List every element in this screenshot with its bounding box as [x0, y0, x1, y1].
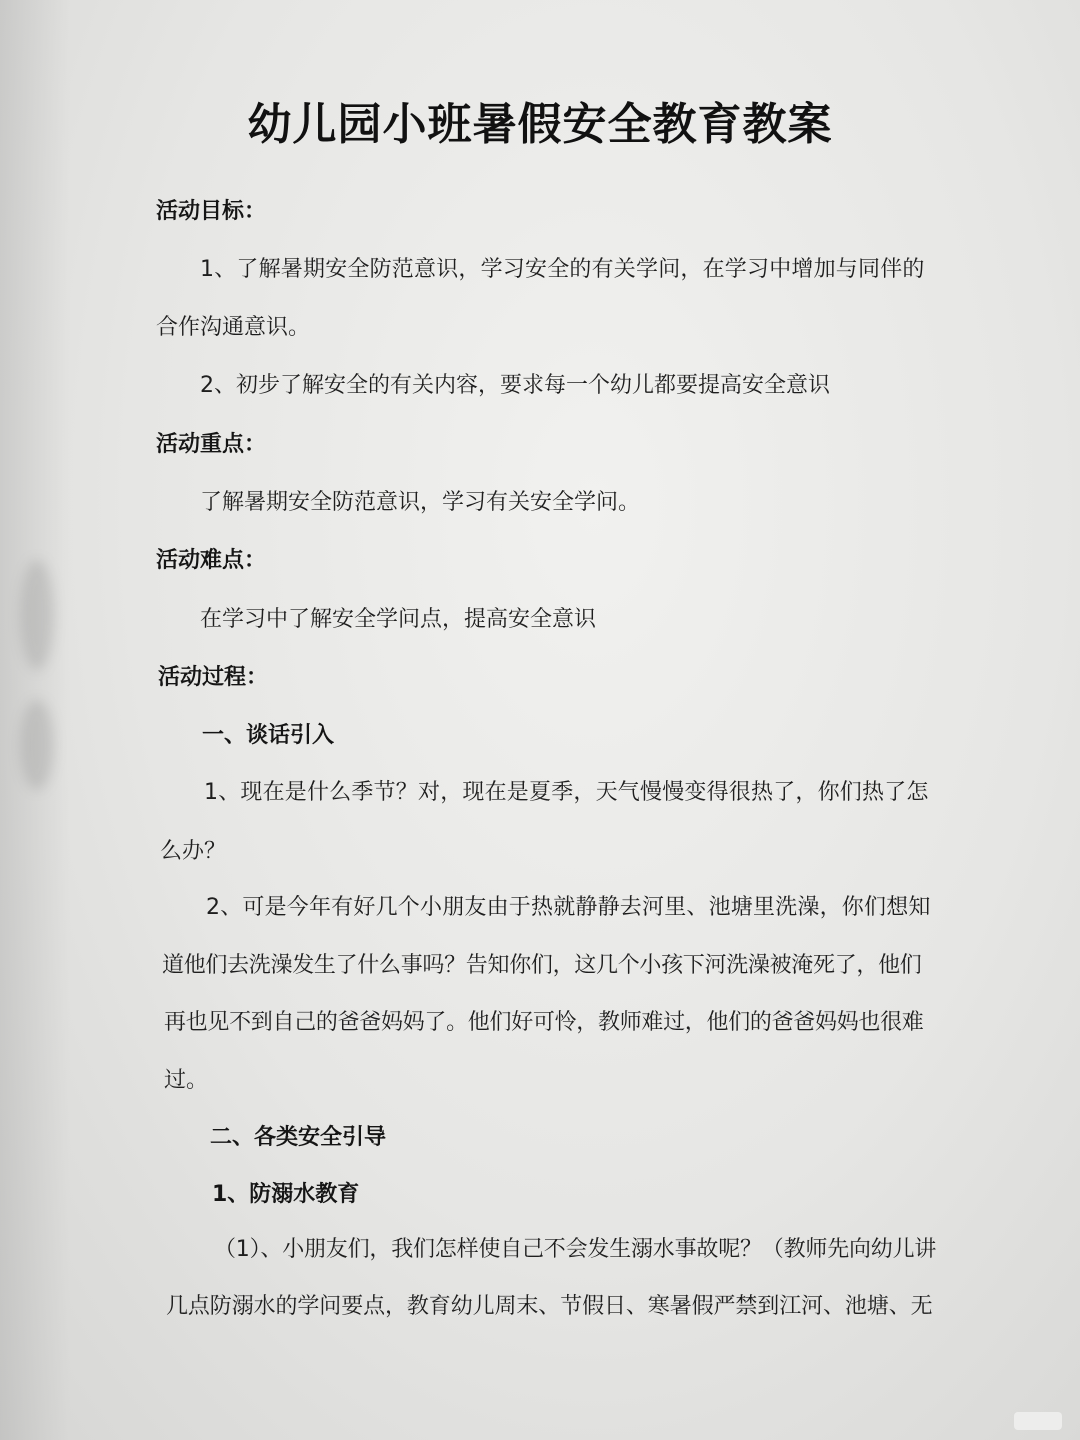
paragraph-line: 在学习中了解安全学问点，提高安全意识 — [200, 607, 597, 632]
corner-watermark — [1014, 1412, 1062, 1430]
subheading-intro: 一、谈话引入 — [202, 723, 335, 748]
scan-smudge — [20, 560, 54, 670]
paragraph-line: 几点防溺水的学问要点，教育幼儿周末、节假日、寒暑假严禁到江河、池塘、无 — [166, 1294, 933, 1319]
paragraph-line: 再也见不到自己的爸爸妈妈了。他们好可怜，教师难过，他们的爸爸妈妈也很难 — [164, 1010, 924, 1035]
section-heading-process: 活动过程： — [158, 665, 269, 690]
paragraph-line: 2、可是今年有好几个小朋友由于热就静静去河里、池塘里洗澡，你们想知 — [206, 895, 931, 920]
section-heading-difficulties: 活动难点： — [156, 548, 267, 573]
paragraph-line: 道他们去洗澡发生了什么事吗？告知你们，这几个小孩下河洗澡被淹死了，他们 — [162, 953, 922, 978]
paragraph-line: 1、现在是什么季节？对，现在是夏季，天气慢慢变得很热了，你们热了怎 — [204, 780, 929, 805]
paragraph-line: （1）、小朋友们，我们怎样使自己不会发生溺水事故呢？（教师先向幼儿讲 — [214, 1237, 937, 1262]
paragraph-line: 2、初步了解安全的有关内容，要求每一个幼儿都要提高安全意识 — [200, 373, 830, 398]
paragraph-line: 了解暑期安全防范意识，学习有关安全学问。 — [200, 490, 641, 515]
paragraph-line: 过。 — [164, 1068, 209, 1093]
paragraph-line: 1、了解暑期安全防范意识，学习安全的有关学问，在学习中增加与同伴的 — [200, 257, 925, 282]
section-heading-key-points: 活动重点： — [156, 432, 267, 457]
paragraph-line: 么办？ — [160, 839, 227, 864]
section-heading-goals: 活动目标： — [156, 199, 267, 224]
document-title: 幼儿园小班暑假安全教育教案 — [247, 99, 833, 150]
subheading-drowning-prevention: 1、防溺水教育 — [212, 1182, 360, 1207]
scan-smudge — [20, 700, 54, 790]
paragraph-line: 合作沟通意识。 — [156, 315, 311, 340]
subheading-safety-guidance: 二、各类安全引导 — [210, 1125, 387, 1150]
